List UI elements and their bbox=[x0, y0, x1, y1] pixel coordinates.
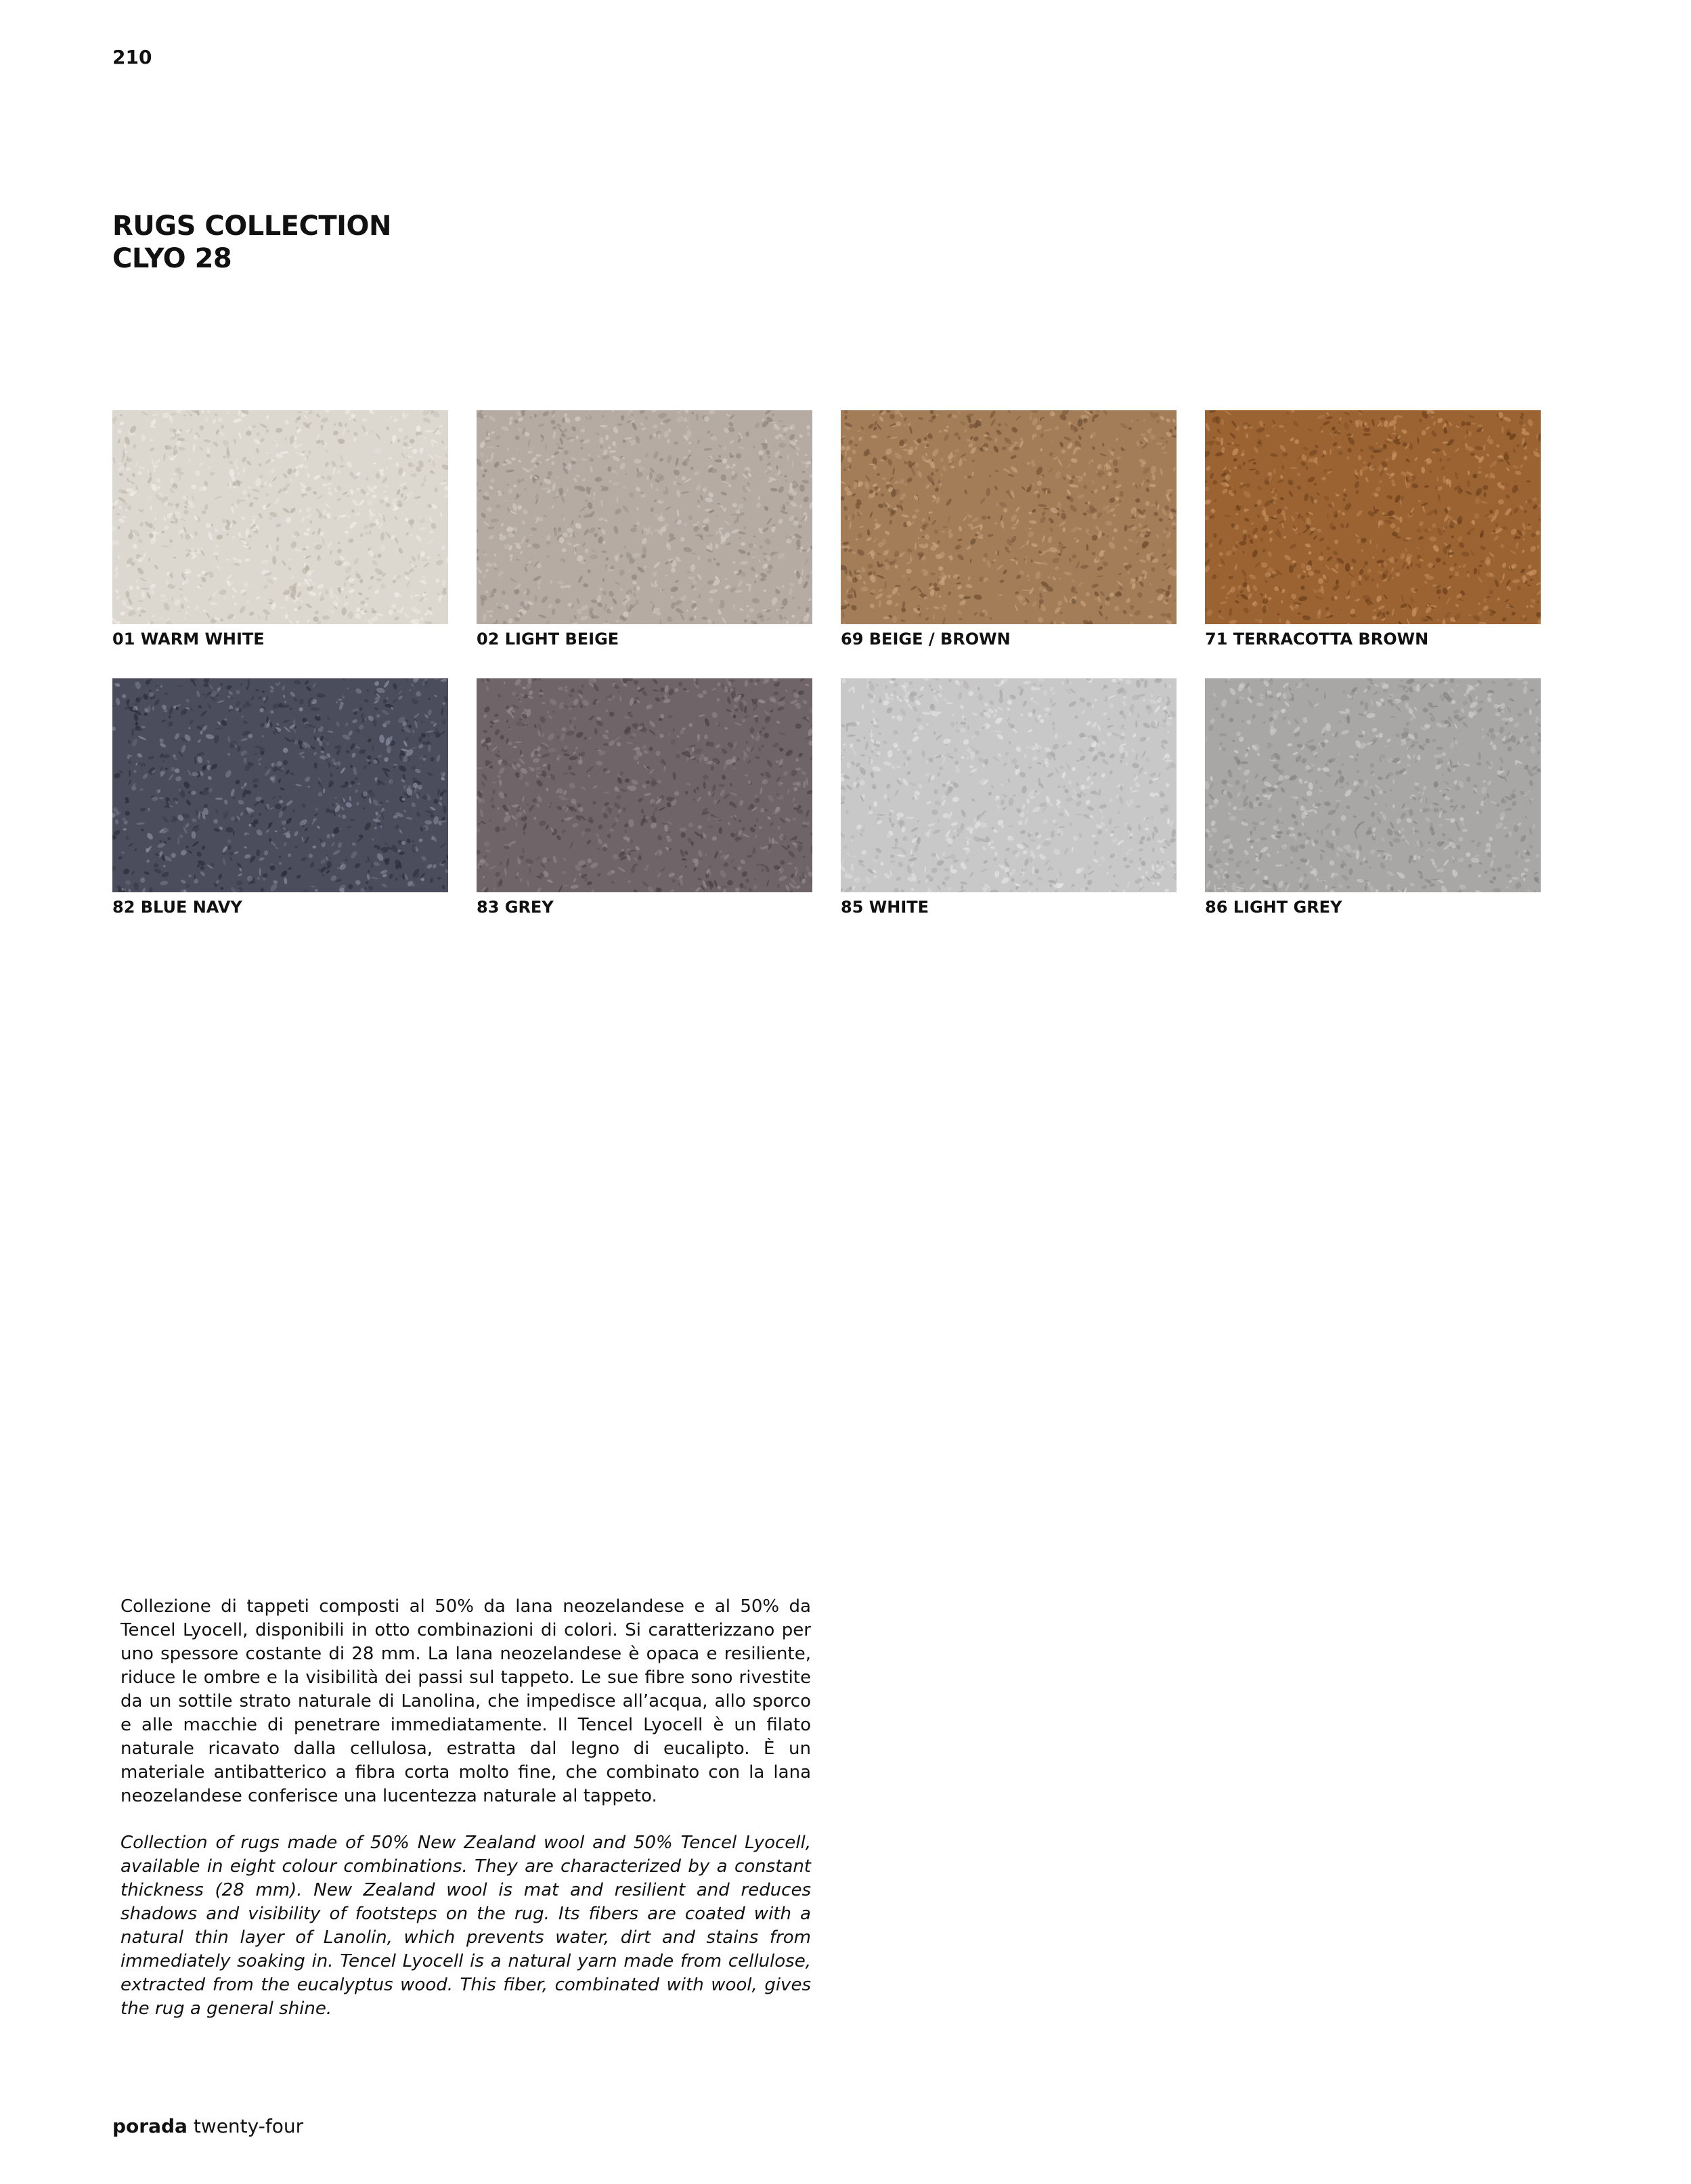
swatch-grid bbox=[112, 410, 1542, 946]
page-number: 210 bbox=[112, 46, 152, 68]
swatch-image bbox=[841, 410, 1177, 624]
swatch-warm-white bbox=[112, 410, 448, 650]
collection-description bbox=[120, 1595, 811, 2044]
swatch-label: 83 GREY bbox=[477, 898, 554, 917]
footer bbox=[112, 2115, 303, 2137]
footer-brand: porada bbox=[112, 2115, 188, 2137]
swatch-row-2 bbox=[112, 678, 1542, 918]
footer-edition: twenty-four bbox=[193, 2115, 304, 2137]
swatch-row-1 bbox=[112, 410, 1542, 650]
swatch-image bbox=[477, 410, 812, 624]
swatch-label: 69 BEIGE / BROWN bbox=[841, 630, 1011, 649]
rug-texture bbox=[841, 410, 1177, 624]
swatch-terracotta-brown bbox=[1205, 410, 1541, 650]
swatch-label: 01 WARM WHITE bbox=[112, 630, 265, 649]
swatch-label: 02 LIGHT BEIGE bbox=[477, 630, 619, 649]
swatch-white bbox=[841, 678, 1177, 918]
rug-texture bbox=[112, 678, 448, 892]
swatch-label: 85 WHITE bbox=[841, 898, 929, 917]
rug-texture bbox=[477, 678, 812, 892]
rug-texture bbox=[841, 678, 1177, 892]
swatch-image bbox=[112, 678, 448, 892]
swatch-label: 71 TERRACOTTA BROWN bbox=[1205, 630, 1429, 649]
rug-texture bbox=[477, 410, 812, 624]
swatch-blue-navy bbox=[112, 678, 448, 918]
swatch-label: 86 LIGHT GREY bbox=[1205, 898, 1342, 917]
title-model: CLYO 28 bbox=[112, 243, 232, 274]
swatch-image bbox=[477, 678, 812, 892]
description-italian: Collezione di tappeti composti al 50% da lana neozelandese e al 50% da Tencel Lyocell, disponibili in otto combinazioni di colori. Si caratterizzano per uno spessore costante di 28 mm. La lana neozelandese è opaca e resiliente, riduce le ombre e la visibilità dei passi sul tappeto. Le sue fibre sono rivestite da un sottile strato naturale di Lanolina, che impedisce all’acqua, allo sporco e alle macchie di penetrare immediatamente. Il Tencel Lyocell è un filato naturale ricavato dalla cellulosa, estratta dal legno di eucalipto. È un materiale antibatterico a fibra corta molto fine, che combinato con la lana neozelandese conferisce una lucentezza naturale al tappeto. bbox=[120, 1596, 811, 1806]
title-collection: RUGS COLLECTION bbox=[112, 211, 392, 242]
swatch-label: 82 BLUE NAVY bbox=[112, 898, 242, 917]
rug-texture bbox=[1205, 678, 1541, 892]
swatch-grey bbox=[477, 678, 812, 918]
description-english: Collection of rugs made of 50% New Zealand wool and 50% Tencel Lyocell, available in eight colour combinations. They are characterized by a constant thickness (28 mm). New Zealand wool is mat and resilient and reduces shadows and visibility of footsteps on the rug. Its fibers are coated with a natural thin layer of Lanolin, which prevents water, dirt and stains from immediately soaking in. Tencel Lyocell is a natural yarn made from cellulose, extracted from the eucalyptus wood. This fiber, combinated with wool, gives the rug a general shine. bbox=[120, 1833, 811, 2019]
page-title bbox=[112, 210, 391, 275]
swatch-image bbox=[841, 678, 1177, 892]
swatch-light-grey bbox=[1205, 678, 1541, 918]
swatch-image bbox=[1205, 410, 1541, 624]
rug-texture bbox=[1205, 410, 1541, 624]
swatch-image bbox=[1205, 678, 1541, 892]
swatch-image bbox=[112, 410, 448, 624]
swatch-beige-brown bbox=[841, 410, 1177, 650]
swatch-light-beige bbox=[477, 410, 812, 650]
rug-texture bbox=[112, 410, 448, 624]
